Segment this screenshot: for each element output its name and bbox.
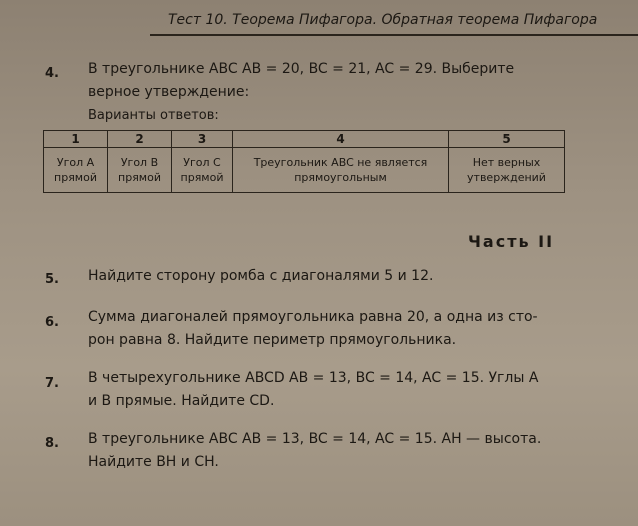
- question-8-text: [88, 428, 541, 474]
- question-6-text: [88, 306, 538, 352]
- answer-header-row: [44, 131, 565, 148]
- answer-option-2-line-1: Угол B: [120, 156, 159, 169]
- question-4-number: 4.: [45, 66, 59, 81]
- answer-option-1-line-2: прямой: [54, 171, 97, 184]
- answer-options-row: [44, 148, 565, 193]
- answer-option-1: [44, 148, 108, 193]
- answer-option-2: [108, 148, 172, 193]
- answer-header-1: 1: [44, 131, 108, 148]
- question-5-text: [88, 265, 433, 288]
- answer-option-3-line-1: Угол C: [183, 156, 221, 169]
- question-5-line-1: Найдите сторону ромба с диагоналями 5 и 12.: [88, 268, 434, 284]
- answer-header-3: 3: [172, 131, 233, 148]
- question-6-line-1: Сумма диагоналей прямоугольника равна 20, а одна из сто-: [88, 309, 538, 325]
- question-8-line-2: Найдите BH и CH.: [88, 454, 219, 470]
- answer-option-1-line-1: Угол A: [56, 156, 95, 169]
- answer-option-5-line-2: утверждений: [467, 171, 546, 184]
- header-title: Тест 10. Теорема Пифагора. Обратная теорема Пифагора: [168, 12, 598, 28]
- question-7-text: [88, 367, 538, 413]
- answer-option-5-line-1: Нет верных: [472, 156, 541, 169]
- answer-option-3: [172, 148, 233, 193]
- question-7-line-1: В четырехугольнике ABCD AB = 13, BC = 14, AC = 15. Углы A: [88, 370, 539, 386]
- answer-option-4-line-2: прямоугольным: [294, 171, 387, 184]
- answer-table: [43, 130, 565, 193]
- question-7-number: 7.: [45, 376, 59, 391]
- answer-option-4: [233, 148, 449, 193]
- part-title: Часть II: [468, 232, 555, 251]
- question-6-line-2: рон равна 8. Найдите периметр прямоугольника.: [88, 332, 457, 348]
- question-6-number: 6.: [45, 315, 59, 330]
- page-header: [150, 4, 638, 36]
- question-8-number: 8.: [45, 436, 59, 451]
- question-4-line-1: В треугольнике ABC AB = 20, BC = 21, AC = 29. Выберите: [88, 61, 515, 77]
- answer-header-5: 5: [449, 131, 565, 148]
- question-7-line-2: и B прямые. Найдите CD.: [88, 393, 275, 409]
- answer-option-5: [449, 148, 565, 193]
- answer-option-4-line-1: Треугольник ABC не является: [253, 156, 428, 169]
- question-4-text: [88, 58, 514, 104]
- question-5-number: 5.: [45, 272, 59, 287]
- answer-option-2-line-2: прямой: [118, 171, 161, 184]
- answer-header-4: 4: [233, 131, 449, 148]
- answer-option-3-line-2: прямой: [180, 171, 224, 184]
- question-4-line-2: верное утверждение:: [88, 84, 250, 100]
- question-8-line-1: В треугольнике ABC AB = 13, BC = 14, AC = 15. AH — высота.: [88, 431, 542, 447]
- answer-header-2: 2: [108, 131, 172, 148]
- answer-variants-label: Варианты ответов:: [88, 108, 219, 123]
